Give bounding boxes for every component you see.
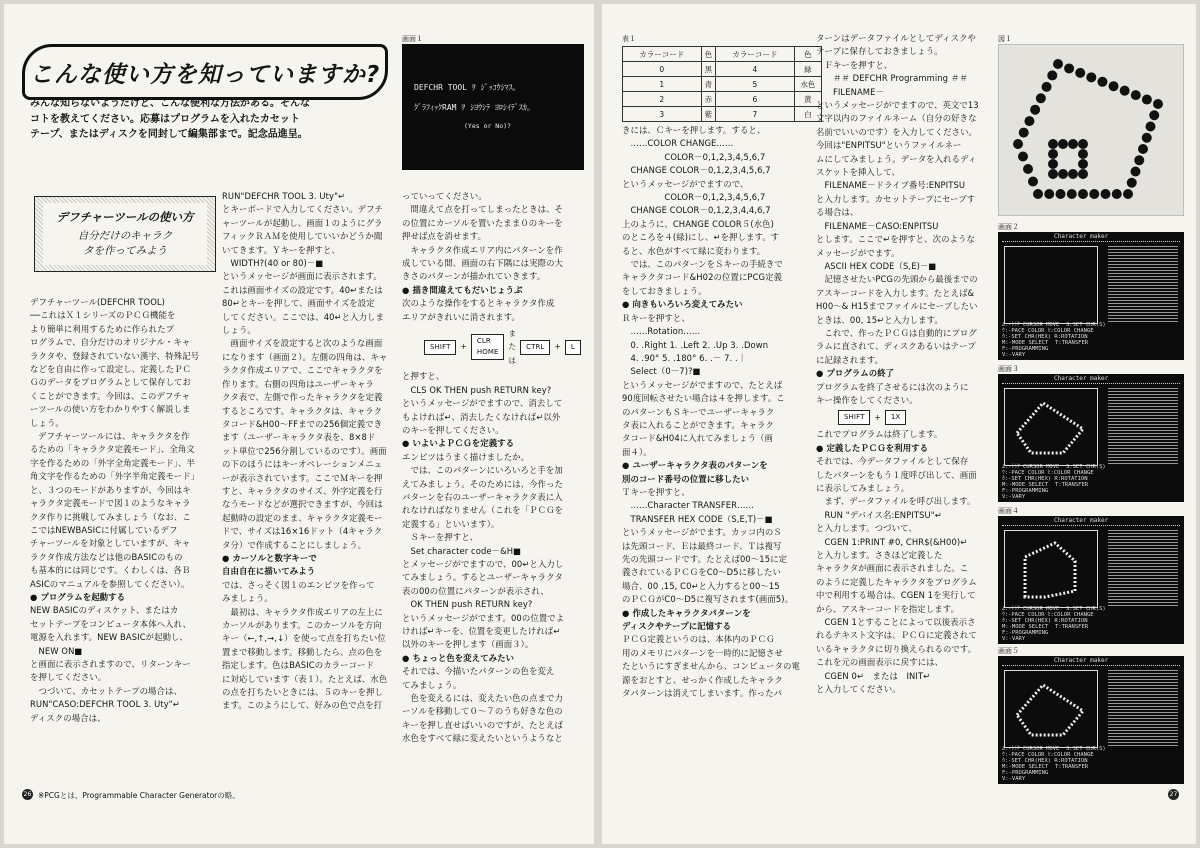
paragraph: RUN"DEFCHR TOOL 3. Uty"↵ とキーボードで入力してください。デフチ ャーツールが起動し、画面１のようにグラ フィックＲＡＭを使用していいかどうか聞 いてきます。Ｙキーを押すと、 WIDTH?(40 or 80)－■ というメッセージが画面に表示されます。 これは画面サイズの設定です。40↵または 80↵とキーを押して、画面サイズを設定 してください。ここでは、40↵と入力しま しょう。 画面サイズを設定すると次のような画面 になります（画面２）。左側の四角は、キャ ラクタ作成エリアで、ここでキャラクタを 作ります。右側の四角はユーザーキャラ クタ表で、左側で作ったキャラクタを定義 するところです。キャラクタは、キャラク タコード&H00〜FFまでの256個定義でき ます（ユーザーキャラクタ表を、8×8ド ット単位で256分割しているのです）。画面 の下のほうにはキーオペレーションメニュ ーが表示されています。ここでＭキーを押 すと、キャラクタのサイズ、外字定義を行 なうモードなどが選択できますが、今回は 起動時の設定のまま、キャラクタ定義モー ドで、サイズは16×16ドット（4キャラク タ分）で作成することにしましょう。	[222, 191, 388, 550]
subheading: ● いよいよＰＣＧを定義する	[402, 437, 578, 450]
pattern-dot	[1127, 178, 1137, 188]
subheading: ● プログラムを起動する	[30, 591, 214, 604]
shift-key: SHIFT	[838, 410, 870, 425]
pattern-dot	[1086, 72, 1096, 82]
page-number: 26	[23, 791, 32, 798]
table-cell: 7	[716, 107, 795, 122]
figure1-pencil-pattern	[998, 44, 1184, 216]
screen-title-bar: Character maker	[1054, 233, 1109, 240]
screen4-image	[998, 516, 1184, 644]
pattern-dot	[1036, 93, 1046, 103]
user-char-table	[1108, 388, 1178, 466]
pattern-dot	[1146, 122, 1156, 132]
pattern-dot	[1033, 189, 1043, 199]
table-cell: 黄	[794, 92, 821, 107]
paragraph: プログラムを終了させるには次のように キー操作をしてください。	[816, 381, 969, 405]
table-cell: 紫	[701, 107, 716, 122]
pattern-dot	[1023, 164, 1033, 174]
screen1-label: 画面１	[402, 35, 423, 43]
paragraph: ターンはデータファイルとしてディスクや テープに保存しておきましょう。 Ｆキーを押すと、 ＃＃ DEFCHR Programming ＃＃ FILENAME－ というメッセージがでますので、英文で13 文字以内のファイルネーム（自分の好きな 名前でいいのです）を入力してください。 今回は"ENPITSU"というファイルネー ムにしてみましょう。データを入れるディ スケットを挿入して、 FILENAME－ドライブ番号:ENPITSU と入力します。カセットテープにセーブす る場合は、 FILENAME－CASO:ENPITSU とします。ここで↵を押すと、次のような メッセージがでます。 ASCII HEX CODE（S,E)－■ 記憶させたいPCGの先頭から最後までの アスキーコードを入力します。たとえば& H00〜& H15までファイルにセーブしたい ときは、00, 15↵と入力します。 これで、作ったＰＣＧは自動的にプログ ラムに直されて、ディスクあるいはテープ に記録されます。	[816, 33, 979, 365]
paragraph: Ｔキーを押すと、 ……Character TRANSFER…… TRANSFER HEX CODE（S,E,T)－■ というメッセージがでます。カッコ内のＳ は先頭コード、Ｅは最終コード、Ｔは複写 先の先頭コードです。たとえば00〜15に定 義されているＰＣＧをC0〜D5に移したい 場合、00 ,15, C0↵と入力すると00〜15 のＰＣＧがC0〜D5に複写されます(画面5)。	[622, 486, 794, 605]
color-code-table	[622, 46, 822, 122]
table-header: カラーコード	[716, 47, 795, 62]
table-cell: 水色	[794, 77, 821, 92]
paragraph: では、さっそく図１のエンピツを作って みましょう。 最初は、キャラクタ作成エリアの左上に カーソルがあります。このカーソルを方向 キー（←,↑,→,↓）を使って点を打ちたい位 置まで移動します。移動したら、点の色を 指定します。色はBASICのカラーコード に対応しています（表１）。たとえば、水色 の点を打ちたいときには、５のキーを押し ます。このようにして、好みの色で点を打	[222, 579, 388, 711]
subheading: ● ちょっと色を変えてみたい	[402, 652, 578, 665]
section-subtitle: 自分だけのキャラク タを作ってみよう	[77, 230, 173, 257]
table-cell: 0	[623, 62, 702, 77]
char-edit-area	[1004, 670, 1098, 748]
screen1-line: (Yes or No)?	[464, 122, 511, 130]
screen3-image	[998, 374, 1184, 502]
pattern-dot	[1068, 169, 1078, 179]
subheading: ● 作成したキャラクタパターンを ディスクやテープに記憶する	[622, 607, 814, 634]
screen5-image	[998, 656, 1184, 784]
paragraph: デフチャーツール(DEFCHR TOOL) ──これはＸ１シリーズのＰＣＧ機能を より簡単に利用するために作られたプ ログラムで、自分だけのオリジナル・キャ ラクタや、登録されていない漢字、特殊記号 などを自由に作って設定し、定義したＰＣ Ｇのデータをプログラムとして保存してお くことができます。今回は、このデフチャ ーツールの使い方をわかりやすく解説しま しょう。	[30, 297, 200, 428]
pattern-dot	[1153, 99, 1163, 109]
table-cell: 5	[716, 77, 795, 92]
table-row	[623, 77, 822, 92]
table-cell: 黒	[701, 62, 716, 77]
figure1-label: 図１	[998, 35, 1012, 43]
table-header: 色	[701, 47, 716, 62]
screen3-label: 画面３	[998, 365, 1019, 373]
left-page	[4, 4, 594, 844]
table-caption: 表１	[622, 35, 636, 43]
pattern-dot	[1134, 155, 1144, 165]
shift-key: SHIFT	[424, 340, 456, 355]
screen5-label: 画面５	[998, 647, 1019, 655]
screen-title-bar: Character maker	[1054, 517, 1109, 524]
pencil-sketch	[1005, 531, 1097, 607]
pattern-dot	[1044, 189, 1054, 199]
table-cell: 緑	[794, 62, 821, 77]
pattern-dot	[1089, 189, 1099, 199]
section-title-box	[34, 196, 216, 272]
user-char-table	[1108, 530, 1178, 608]
subheading: ● カーソルと数字キーで 自由自在に描いてみよう	[222, 552, 394, 579]
pattern-dot	[1131, 167, 1141, 177]
pattern-dot	[1048, 159, 1058, 169]
pattern-dot	[1149, 110, 1159, 120]
right-page	[602, 4, 1196, 844]
pattern-dot	[1030, 105, 1040, 115]
left-column-1	[30, 296, 214, 725]
article-title-banner	[22, 44, 388, 100]
right-column-1	[622, 124, 814, 700]
key-menu: ﾑ:-ﾄﾗｸ CURSOR MOVE S:SET CHR(S) ｳ:-PACE COLOR ﾋ:COLOR CHANGE ｶ:-SET CHR(HEX) R:ROTATION M:-MODE SELECT T:TRANSFER F:-PROGRAMMING V:-VARY	[1002, 322, 1106, 358]
key-menu: ﾑ:-ﾄﾗｸ CURSOR MOVE S:SET CHR(S) ｳ:-PACE COLOR ﾋ:COLOR CHANGE ｶ:-SET CHR(HEX) R:ROTATION M:-MODE SELECT T:TRANSFER F:-PROGRAMMING V:-VARY	[1002, 464, 1106, 500]
char-edit-area	[1004, 530, 1098, 608]
section-title: デフチャーツールの使い方	[56, 210, 194, 224]
pattern-dot	[1123, 189, 1133, 199]
paragraph: っていってください。 間違えて点を打ってしまったときは、そ の位置にカーソルを置いたまま０のキーを 押せば点を消せます。 キャラクタ作成エリア内にパターンを作 成している間、画面の右下隅には実際の大 きさのパターンが描かれていきます。	[402, 191, 564, 282]
pattern-dot	[1067, 189, 1077, 199]
screen2-image	[998, 232, 1184, 360]
pattern-dot	[1109, 81, 1119, 91]
key-menu: ﾑ:-ﾄﾗｸ CURSOR MOVE S:SET CHR(S) ｳ:-PACE COLOR ﾋ:COLOR CHANGE ｶ:-SET CHR(HEX) R:ROTATION M:-MODE SELECT T:TRANSFER F:-PROGRAMMING V:-VARY	[1002, 606, 1106, 642]
char-edit-area	[1004, 246, 1098, 324]
table-row	[623, 107, 822, 122]
pattern-dot	[1058, 139, 1068, 149]
screen2-label: 画面２	[998, 223, 1019, 231]
left-column-2	[222, 190, 394, 713]
table-cell: 白	[794, 107, 821, 122]
pattern-dot	[1075, 68, 1085, 78]
right-column-2	[816, 32, 992, 697]
pattern-dot	[1013, 139, 1023, 149]
pattern-dot	[1078, 159, 1088, 169]
table-cell: 1	[623, 77, 702, 92]
pattern-dot	[1068, 139, 1078, 149]
pattern-dot	[1048, 149, 1058, 159]
subheading: ● プログラムの終了	[816, 367, 992, 380]
screen1-line: ｸﾞﾗﾌｨｯｸRAM ｦ ｼﾖｳｼﾃ ﾖﾛｼｲﾃﾞｽｶ｡	[414, 103, 531, 112]
pattern-dot	[1142, 133, 1152, 143]
table-row	[623, 62, 822, 77]
paragraph: デフチャーツールには、キャラクタを作 るための「キャラクタ定義モード」、全角文 字を作るための「外字全角定義モード」、半 角文字を作るための「外字半角定義モード」 と、３つのモードがありますが、今回はキ ャラクタ定義モードで図１のようなキャラ クタ作りに挑戦してみましょう（なお、こ こではNEWBASICに付属しているデフ チャーツールを対象としていますが、キャ ラクタ作成方法などは他のBASICのもの も基本的には同じです。くわしくは、各Ｂ ASICのマニュアルを参照してください）。	[30, 431, 200, 589]
pattern-dot	[1078, 169, 1088, 179]
pattern-dot	[1018, 152, 1028, 162]
pattern-dot	[1056, 189, 1066, 199]
table-header: カラーコード	[623, 47, 702, 62]
char-edit-area	[1004, 388, 1098, 466]
intro-text: みんな知らないようだけど、こんな便利な方法がある。そんな コトを教えてください。応募はプログラムを入れたカセット テープ、またはディスクを同封して編集部まで。記念品進呈。	[30, 98, 310, 141]
subheading: ● ユーザーキャラクタ表のパターンを 別のコード番号の位置に移したい	[622, 459, 814, 486]
pencil-sketch	[1005, 389, 1097, 465]
pattern-dot	[1064, 63, 1074, 73]
clear-key-combo: SHIFT + CLR HOME または CTRL + L	[424, 327, 578, 367]
paragraph: 次のような操作をするとキャラクタ作成 エリアがきれいに消されます。	[402, 298, 555, 322]
paragraph: Ｒキーを押すと、 ……Rotation…… 0. .Right 1. .Left 2. .Up 3. .Down 4. .90° 5. .180° 6. .－ 7. .｜ Select（0－7)?■ というメッセージがでますので、たとえば 90度回転させたい場合は４を押します。こ のパターンもＳキーでユーザーキャラク タ表に入れることができます。キャラク タコード&H04に入れてみましょう（画 面４）。	[622, 312, 785, 457]
table-cell: 6	[716, 92, 795, 107]
pattern-dot	[1078, 189, 1088, 199]
user-char-table	[1108, 246, 1178, 324]
paragraph: きには、Ｃキーを押します。すると、 ……COLOR CHANGE…… COLOR－0,1,2,3,4,5,6,7 CHANGE COLOR－0,1,2,3,4,5,6,7 というメッセージがでますので、 COLOR－0,1,2,3,4,5,6,7 CHANGE COLOR－0,1,2,3,4,4,6,7 上のように、CHANGE COLOR５(水色) のところを４(緑)にし、↵を押します。す ると、水色がすべて緑に変わります。 では、このパターンをＳキーの手続きで キャラクタコード&H02の位置にPCG定義 をしておきましょう。	[622, 125, 783, 296]
pattern-dot	[1024, 116, 1034, 126]
paragraph: と押すと、 CLS OK THEN push RETURN key? というメッセージがでますので、消去して もよければ↵、消去したくなければ↵以外 のキーを押してください。	[402, 371, 563, 435]
l-key: L	[565, 340, 581, 355]
pattern-dot	[1112, 189, 1122, 199]
pattern-dot	[1058, 169, 1068, 179]
paragraph: エンピツはうまく描けましたか。 では、このパターンにいろいろと手を加 えてみましょう。そのためには、今作った パターンを右のユーザーキャラクタ表に入 れなければなりません（これを「ＰＣＧを 定義する」といいます）。 Ｓキーを押すと、 Set character code－&H■ とメッセージがでますので、00↵と入力し てみましょう。するとユーザーキャラクタ 表の00の位置にパターンが表示され、 OK THEN push RETURN key? というメッセージがでます。00の位置でよ ければ↵キーを、位置を変更したければ↵ 以外のキーを押します（画面３）。	[402, 451, 565, 650]
table-cell: 3	[623, 107, 702, 122]
paragraph: これでプログラムは終了します。	[816, 429, 943, 440]
table-cell: 4	[716, 62, 795, 77]
subheading: ● 描き間違えてもだいじょうぶ	[402, 284, 578, 297]
pencil-sketch	[1005, 671, 1097, 747]
pattern-dot	[1053, 59, 1063, 69]
screen4-label: 画面４	[998, 507, 1019, 515]
plus-text: +	[874, 413, 881, 423]
pattern-dot	[1097, 77, 1107, 87]
left-column-3	[402, 190, 578, 746]
page-number: 27	[1169, 791, 1178, 798]
pattern-dot	[1078, 139, 1088, 149]
table-cell: 2	[623, 92, 702, 107]
pattern-dot	[1048, 169, 1058, 179]
footnote: ※PCGとは、Programmable Character Generatorの略。	[38, 791, 240, 800]
pattern-dot	[1048, 139, 1058, 149]
pattern-dot	[1019, 128, 1029, 138]
screen-title-bar: Character maker	[1054, 375, 1109, 382]
subheading: ● 定義したＰＣＧを利用する	[816, 442, 992, 455]
pattern-dot	[1047, 70, 1057, 80]
screen1-line: DEFCHR TOOL ｦ ｼﾞｯｺｳｼﾏｽ｡	[414, 83, 517, 92]
pattern-dot	[1042, 82, 1052, 92]
pattern-dot	[1131, 90, 1141, 100]
exit-key-combo	[838, 410, 992, 425]
screen-title-bar: Character maker	[1054, 657, 1109, 664]
paragraph: NEW BASICのディスケット、またはカ セットテープをコンピュータ本体へ入れ、 電源を入れます。NEW BASICが起動し、 NEW ON■ と画面に表示されますので、リターンキー を押してください。 つづいて、カセットテープの場合は、 RUN"CASO:DEFCHR TOOL 3. Uty"↵ ディスクの場合は、	[30, 605, 192, 723]
ctrl-key: CTRL	[520, 340, 550, 355]
pattern-dot	[1028, 177, 1038, 187]
key-menu: ﾑ:-ﾄﾗｸ CURSOR MOVE S:SET CHR(S) ｳ:-PACE COLOR ﾋ:COLOR CHANGE ｶ:-SET CHR(HEX) R:ROTATION M:-MODE SELECT T:TRANSFER F:-PROGRAMMING V:-VARY	[1002, 746, 1106, 782]
table-row	[623, 92, 822, 107]
pattern-dot	[1142, 95, 1152, 105]
or-text: または	[508, 329, 517, 365]
subheading: ● 向きもいろいろ変えてみたい	[622, 298, 814, 311]
break-key: 1X	[885, 410, 906, 425]
table-header: 色	[794, 47, 821, 62]
paragraph: ＰＣＧ定義というのは、本体内のＰＣＧ 用のメモリにパターンを一時的に記憶させ たというにすぎませんから、コンピュータの電 源をおとすと、せっかく作成したキャラク タパターンは消えてしまいます。作ったパ	[622, 634, 800, 699]
table-cell: 赤	[701, 92, 716, 107]
table-cell: 青	[701, 77, 716, 92]
user-char-table	[1108, 670, 1178, 748]
paragraph: それでは、今データファイルとして保存 したパターンをもう１度呼び出して、画面 に表示してみましょう。 まず、データファイルを呼び出します。 RUN "デバイス名:ENPITSU"↵ と入力します。つづいて、 CGEN 1:PRINT #0, CHR$(&H00)↵ と入力します。さきほど定義した キャラクタが画面に表示されました。こ のように定義したキャラクタをプログラム 中で利用する場合は、CGEN 1を実行して から、アスキーコードを指定します。 CGEN 1とすることによって以後表示さ れるテキスト文字は、ＰＣＧに定義されて いるキャラクタに切り換えられるのです。 これを元の画面表示に戻すには、 CGEN 0↵ または INIT↵ と入力してください。	[816, 456, 977, 695]
pattern-dot	[1101, 189, 1111, 199]
paragraph: それでは、今描いたパターンの色を変え てみましょう。 色を変えるには、変えたい色の点まで力 ーソルを移動して０〜７のうち好きな色の キーを押し直せばいいのですが、たとえば 水色をすべて緑に変えたいというようなと	[402, 666, 564, 744]
article-title: こんな使い方を知っていますか?	[29, 61, 381, 88]
pattern-dot	[1120, 86, 1130, 96]
pattern-dot	[1078, 149, 1088, 159]
clr-home-key: CLR HOME	[471, 334, 505, 360]
screen1-image	[402, 44, 584, 170]
pattern-dot	[1138, 144, 1148, 154]
